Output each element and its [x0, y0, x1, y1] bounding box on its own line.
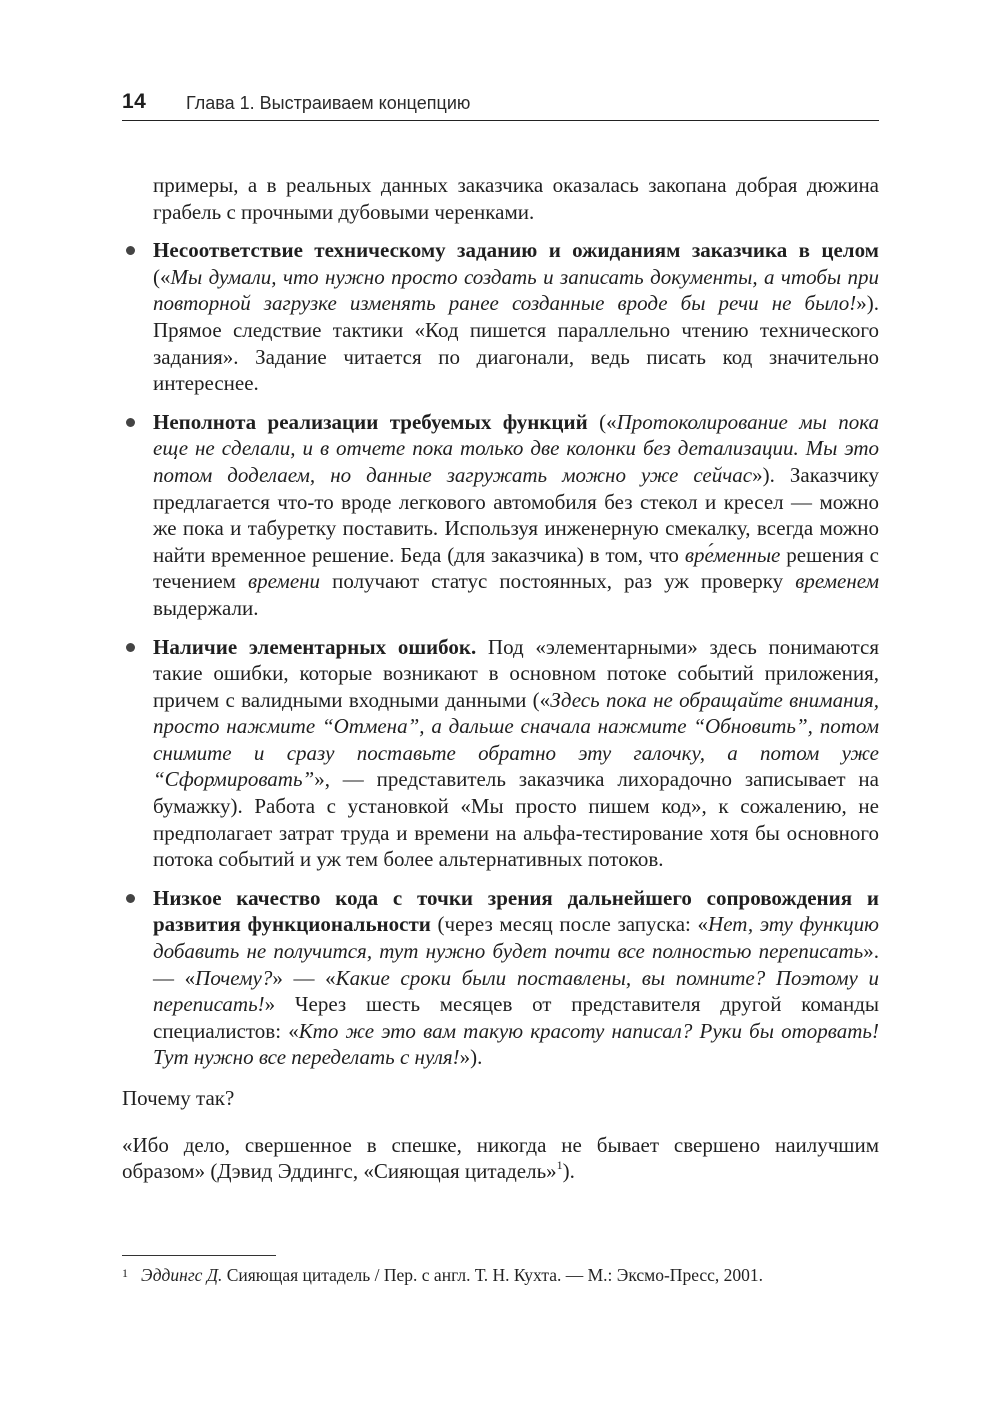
bullet-dot-icon: [126, 643, 135, 652]
bullet-text: », — представитель заказчика лихорадочно записывает на бумажку). Работа с установкой «Мы просто пишем код», к сожалению, не предполагает затрат труда и времени на альфа-тестирование хотя бы основного потока событий и уж тем более альтернативных потоков.: [153, 767, 879, 872]
bullet-italic-text: времени: [248, 569, 321, 594]
bullet-list: [122, 237, 879, 1071]
continued-paragraph: примеры, а в реальных данных заказчика оказалась закопана добрая дюжина грабель с прочными дубовыми черенками.: [153, 173, 879, 224]
footnote-mark: 1: [122, 1266, 128, 1280]
bullet-text: »).: [459, 1045, 483, 1070]
bullet-text: » — «: [272, 965, 336, 990]
bullet-text: »). Прямое следствие тактики «Код пишется параллельно чтению технического задания». Задание читается по диагонали, ведь писать код значительно интереснее.: [153, 291, 879, 396]
bullet-text: (через месяц после запуска: «: [430, 912, 709, 937]
bullet-dot-icon: [126, 418, 135, 427]
footnote: [122, 1264, 879, 1286]
bullet-italic-text: Мы думали, что нужно просто создать и записать документы, а чтобы при повторной загрузке изменять ранее созданные вроде бы речи не было!: [153, 264, 879, 316]
bullet-text: »). Заказчику предлагается что-то вроде легкового автомобиля без стекол и кресел — можно же пока и табуретку поставить. Используя инженерную смекалку, всегда можно найти временное решение. Беда (для заказчика) в том, что: [153, 462, 879, 567]
bullet-heading: Неполнота реализации требуемых функций: [153, 409, 588, 434]
bullet-text: («: [587, 409, 617, 434]
bullet-italic-text: Почему?: [195, 965, 273, 990]
bullet-text: ». — «: [153, 939, 879, 990]
bullet-italic-text: Здесь пока не обращайте внимания, просто нажмите “Отмена”, а дальше сначала нажмите “Обновить”, потом снимите и сразу поставьте обратно эту галочку, а потом уже “Сформировать”: [153, 687, 879, 792]
quote-text: «Ибо дело, свершенное в спешке, никогда не бывает свершено наилучшим образом» (Дэвид Эддингс, «Сияющая цитадель»: [122, 1132, 879, 1184]
bullet-text: выдержали.: [153, 595, 259, 620]
bullet-text: («: [153, 264, 171, 289]
footnote-divider: [122, 1255, 276, 1256]
bullet-item: [153, 237, 879, 397]
quote-tail: ).: [562, 1159, 575, 1184]
bullet-italic-text: Какие сроки были поставлены, вы помните? Поэтому и переписать!: [153, 965, 880, 1017]
running-header: [122, 90, 879, 121]
question-paragraph: Почему так?: [122, 1086, 235, 1110]
bullet-italic-text: Протоколирование мы пока еще не сделали, и в отчете пока только две колонки без детализации. Мы это потом доделаем, но данные загружать можно уже сейчас: [153, 409, 879, 487]
page-body: [122, 172, 879, 1185]
bullet-dot-icon: [126, 894, 135, 903]
bullet-italic-text: Кто же это вам такую красоту написал? Руки бы оторвать! Тут нужно все переделать с нуля!: [153, 1018, 879, 1070]
footnote-reference[interactable]: 1: [556, 1158, 563, 1173]
footnote-author: Эддингс Д.: [141, 1265, 223, 1285]
bullet-text: » Через шесть месяцев от представителя другой команды специалистов: «: [153, 992, 879, 1043]
bullet-item: [153, 885, 879, 1071]
bullet-heading: Наличие элементарных ошибок.: [153, 634, 477, 659]
bullet-italic-text: Нет, эту функцию добавить не получится, тут нужно будет почти все полностью переписать: [153, 912, 879, 964]
bullet-text: получают статус постоянных, раз уж проверку: [320, 569, 796, 594]
bullet-heading: Несоответствие техническому заданию и ожиданиям заказчика в целом: [153, 238, 879, 263]
bullet-italic-text: вре́менные: [684, 542, 781, 567]
quote-paragraph: [122, 1132, 879, 1185]
bullet-heading: Низкое качество кода с точки зрения дальнейшего сопровождения и развития функциональности: [153, 885, 879, 937]
bullet-item: [153, 409, 879, 622]
page-number: 14: [122, 90, 147, 113]
chapter-title: Глава 1. Выстраиваем концепцию: [186, 93, 471, 113]
footnote-text: Сияющая цитадель / Пер. с англ. Т. Н. Кухта. — М.: Эксмо-Пресс, 2001.: [222, 1265, 764, 1285]
footnote-body: [141, 1264, 879, 1286]
bullet-item: [153, 634, 879, 873]
bullet-text: Под «элементарными» здесь понимаются такие ошибки, которые возникают в основном потоке событий приложения, причем с валидными входными данными («: [153, 634, 879, 712]
bullet-text: решения с течением: [153, 542, 879, 594]
bullet-dot-icon: [126, 246, 135, 255]
bullet-italic-text: временем: [795, 569, 879, 594]
